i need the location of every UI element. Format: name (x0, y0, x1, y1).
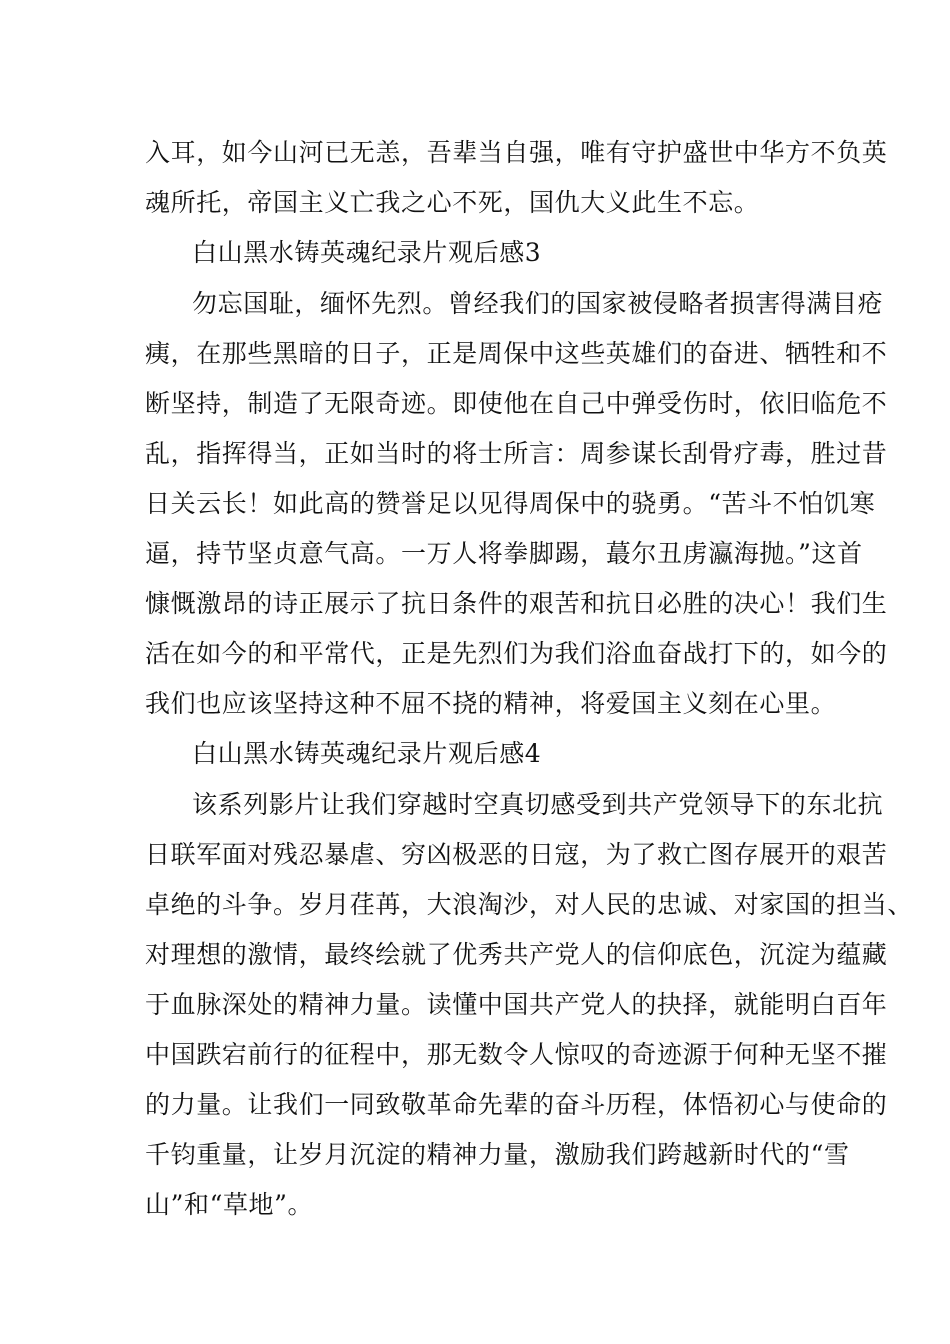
paragraph-line: 逼，持节坚贞意气高。一万人将拳脚踢，蕞尔丑虏瀛海抛。”这首 (145, 539, 863, 568)
paragraph-line: 断坚持，制造了无限奇迹。即使他在自己中弹受伤时，依旧临危不 (145, 389, 888, 418)
paragraph-line: 的力量。让我们一同致敬革命先辈的奋斗历程，体悟初心与使命的 (145, 1090, 888, 1119)
paragraph-line: 对理想的激情，最终绘就了优秀共产党人的信仰底色，沉淀为蕴藏 (145, 940, 888, 969)
paragraph-line: 日联军面对残忍暴虐、穷凶极恶的日寇，为了救亡图存展开的艰苦 (145, 840, 888, 869)
paragraph-line: 勿忘国耻，缅怀先烈。曾经我们的国家被侵略者损害得满目疮 (192, 289, 884, 318)
paragraph-line: 千钧重量，让岁月沉淀的精神力量，激励我们跨越新时代的“雪 (145, 1140, 850, 1169)
paragraph-line: 于血脉深处的精神力量。读懂中国共产党人的抉择，就能明白百年 (145, 990, 888, 1019)
section-heading: 白山黑水铸英魂纪录片观后感4 (192, 739, 542, 768)
paragraph-line: 入耳，如今山河已无恙，吾辈当自强，唯有守护盛世中华方不负英 (145, 138, 888, 167)
paragraph-line: 痍，在那些黑暗的日子，正是周保中这些英雄们的奋进、牺牲和不 (145, 339, 888, 368)
paragraph-line: 中国跌宕前行的征程中，那无数令人惊叹的奇迹源于何种无坚不摧 (145, 1040, 888, 1069)
paragraph-line: 乱，指挥得当，正如当时的将士所言：周参谋长刮骨疗毒，胜过昔 (145, 439, 888, 468)
paragraph-line: 我们也应该坚持这种不屈不挠的精神，将爱国主义刻在心里。 (145, 689, 837, 718)
paragraph-line: 该系列影片让我们穿越时空真切感受到共产党领导下的东北抗 (192, 790, 884, 819)
paragraph-line: 魂所托，帝国主义亡我之心不死，国仇大义此生不忘。 (145, 188, 760, 217)
paragraph-line: 活在如今的和平常代，正是先烈们为我们浴血奋战打下的，如今的 (145, 639, 888, 668)
section-heading: 白山黑水铸英魂纪录片观后感3 (192, 238, 542, 267)
paragraph-line: 山”和“草地”。 (145, 1190, 314, 1219)
paragraph-line: 慷慨激昂的诗正展示了抗日条件的艰苦和抗日必胜的决心！我们生 (145, 589, 888, 618)
paragraph-line: 卓绝的斗争。岁月荏苒，大浪淘沙，对人民的忠诚、对家国的担当、 (145, 890, 914, 919)
paragraph-line: 日关云长！如此高的赞誉足以见得周保中的骁勇。“苦斗不怕饥寒 (145, 489, 876, 518)
